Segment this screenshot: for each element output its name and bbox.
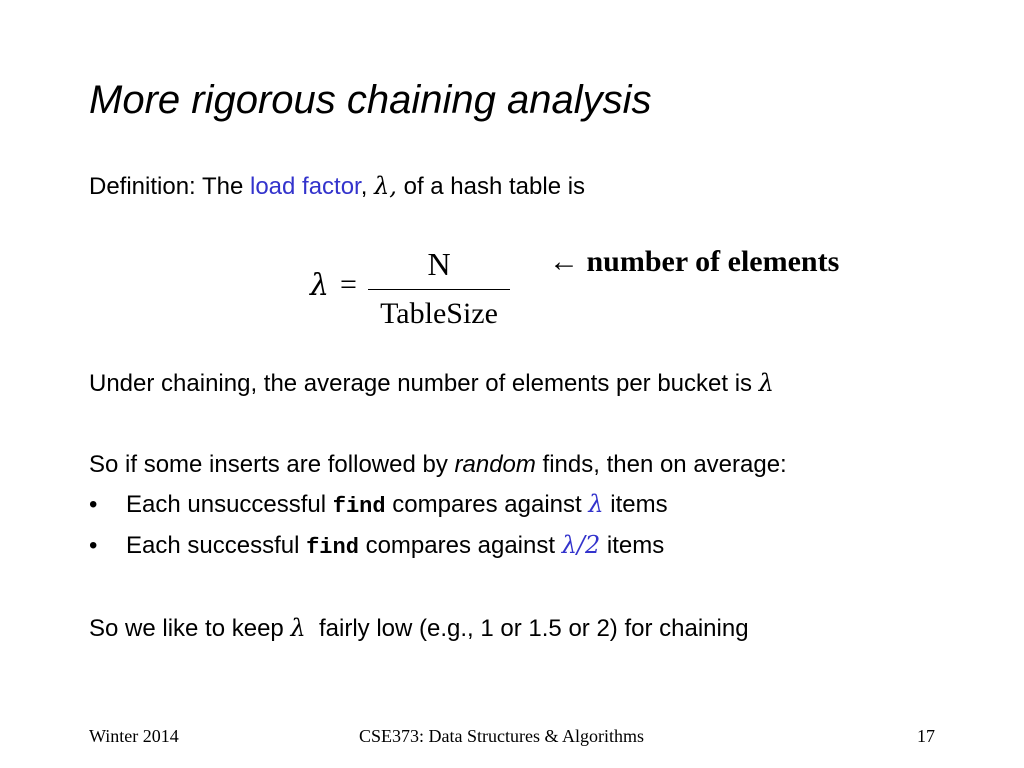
random-prefix: So if some inserts are followed by	[89, 451, 455, 478]
conclusion-prefix: So we like to keep	[89, 615, 291, 642]
lambda-symbol: λ,	[374, 172, 397, 200]
fraction-bar	[368, 289, 510, 290]
chaining-text: Under chaining, the average number of elements per bucket is	[89, 370, 759, 397]
conclusion-line	[89, 613, 749, 644]
definition-prefix: Definition: The	[89, 173, 250, 200]
definition-line	[89, 171, 585, 202]
random-emphasis: random	[454, 451, 536, 478]
footer-term: Winter 2014	[89, 726, 179, 746]
formula-lambda: λ	[310, 268, 330, 303]
slide-number: 17	[917, 726, 935, 746]
bullet-middle: compares against	[385, 491, 589, 518]
bullet-item	[89, 489, 668, 522]
load-factor-term: load factor	[249, 173, 361, 200]
slide-title: More rigorous chaining analysis	[89, 78, 652, 122]
formula-annotation	[549, 243, 839, 281]
find-code: find	[332, 494, 386, 519]
conclusion-suffix: fairly low (e.g., 1 or 1.5 or 2) for chaining	[305, 615, 749, 642]
left-arrow-icon: ←	[549, 245, 579, 278]
annotation-text: number of elements	[586, 245, 840, 278]
formula-equals: =	[340, 268, 357, 301]
formula-numerator: N	[427, 246, 451, 282]
bullet-middle: compares against	[358, 532, 562, 559]
bullet-marker: •	[89, 532, 98, 559]
random-finds-line	[89, 450, 787, 480]
bullet-value: λ/2	[561, 531, 601, 559]
definition-comma: ,	[360, 173, 368, 200]
footer-course: CSE373: Data Structures & Algorithms	[359, 726, 644, 746]
bullet-prefix: Each unsuccessful	[126, 491, 333, 518]
definition-suffix: of a hash table is	[396, 173, 586, 200]
find-code: find	[306, 535, 359, 560]
bullet-value: λ	[588, 490, 604, 518]
bullet-marker: •	[89, 491, 98, 518]
conclusion-lambda: λ	[290, 614, 306, 642]
chaining-line	[89, 368, 774, 399]
bullet-suffix: items	[600, 532, 665, 559]
random-suffix: finds, then on average:	[535, 451, 787, 478]
formula-denominator: TableSize	[380, 297, 498, 330]
bullet-suffix: items	[603, 491, 668, 518]
bullet-prefix: Each successful	[126, 532, 307, 559]
chaining-lambda: λ	[758, 369, 774, 397]
bullet-item	[89, 530, 664, 563]
